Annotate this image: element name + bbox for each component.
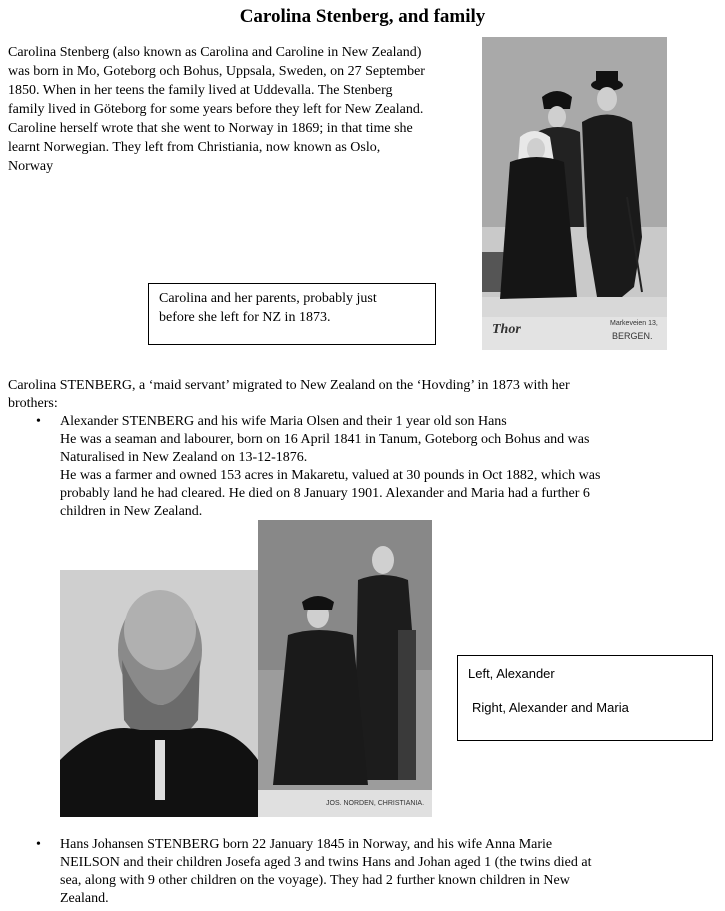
bullet-icon: • (36, 414, 41, 429)
intro-line: was born in Mo, Goteborg och Bohus, Uppsala, Sweden, on 27 September (8, 64, 425, 79)
studio-address: Markeveien 13, (610, 320, 658, 327)
entry-line: Naturalised in New Zealand on 13-12-1876. (60, 450, 308, 465)
alexander-portrait (60, 570, 258, 817)
intro-line: Caroline herself wrote that she went to Norway in 1869; in that time she (8, 121, 413, 136)
entry-line: Alexander STENBERG and his wife Maria Olsen and their 1 year old son Hans (60, 414, 507, 429)
intro-paragraph (8, 43, 468, 176)
intro-line: 1850. When in her teens the family lived at Uddevalla. The Stenberg (8, 83, 393, 98)
entry-line: NEILSON and their children Josefa aged 3 and twins Hans and Johan aged 1 (the twins died at (60, 855, 592, 870)
studio-stamp: JOS. NORDEN, CHRISTIANIA. (326, 800, 425, 807)
caption-line: before she left for NZ in 1873. (159, 310, 331, 325)
migration-paragraph (8, 377, 648, 413)
intro-line: family lived in Göteborg for some years before they left for New Zealand. (8, 102, 424, 117)
entry-line: sea, along with 9 other children on the voyage). They had 2 further known children in New (60, 873, 570, 888)
intro-line: learnt Norwegian. They left from Christiania, now known as Oslo, (8, 140, 381, 155)
caption-line: Carolina and her parents, probably just (159, 291, 377, 306)
caption-line: Right, Alexander and Maria (472, 700, 629, 715)
bullet-icon: • (36, 837, 41, 852)
caption-line: Left, Alexander (468, 666, 555, 681)
entry-line: Hans Johansen STENBERG born 22 January 1845 in Norway, and his wife Anna Marie (60, 837, 553, 852)
hans-entry (60, 836, 650, 908)
intro-line: Carolina Stenberg (also known as Carolina and Caroline in New Zealand) (8, 45, 422, 60)
alexander-maria-photo (258, 520, 432, 817)
photographer-stamp: Thor (492, 322, 521, 337)
family-photo (482, 37, 667, 350)
intro-line: Norway (8, 159, 54, 174)
entry-line: children in New Zealand. (60, 504, 203, 519)
entry-line: He was a farmer and owned 153 acres in Makaretu, valued at 30 pounds in Oct 1882, which was (60, 468, 601, 483)
page-title: Carolina Stenberg, and family (239, 6, 486, 27)
alexander-entry (60, 413, 650, 521)
studio-city: BERGEN. (612, 331, 653, 341)
photos-caption (457, 655, 713, 741)
entry-line: probably land he had cleared. He died on 8 January 1901. Alexander and Maria had a further 6 (60, 486, 590, 501)
entry-line: Zealand. (60, 891, 109, 906)
migration-line: brothers: (8, 396, 58, 411)
migration-line: Carolina STENBERG, a ‘maid servant’ migrated to New Zealand on the ‘Hovding’ in 1873 with her (8, 378, 570, 393)
entry-line: He was a seaman and labourer, born on 16 April 1841 in Tanum, Goteborg och Bohus and was (60, 432, 590, 447)
photo-caption (148, 283, 436, 345)
